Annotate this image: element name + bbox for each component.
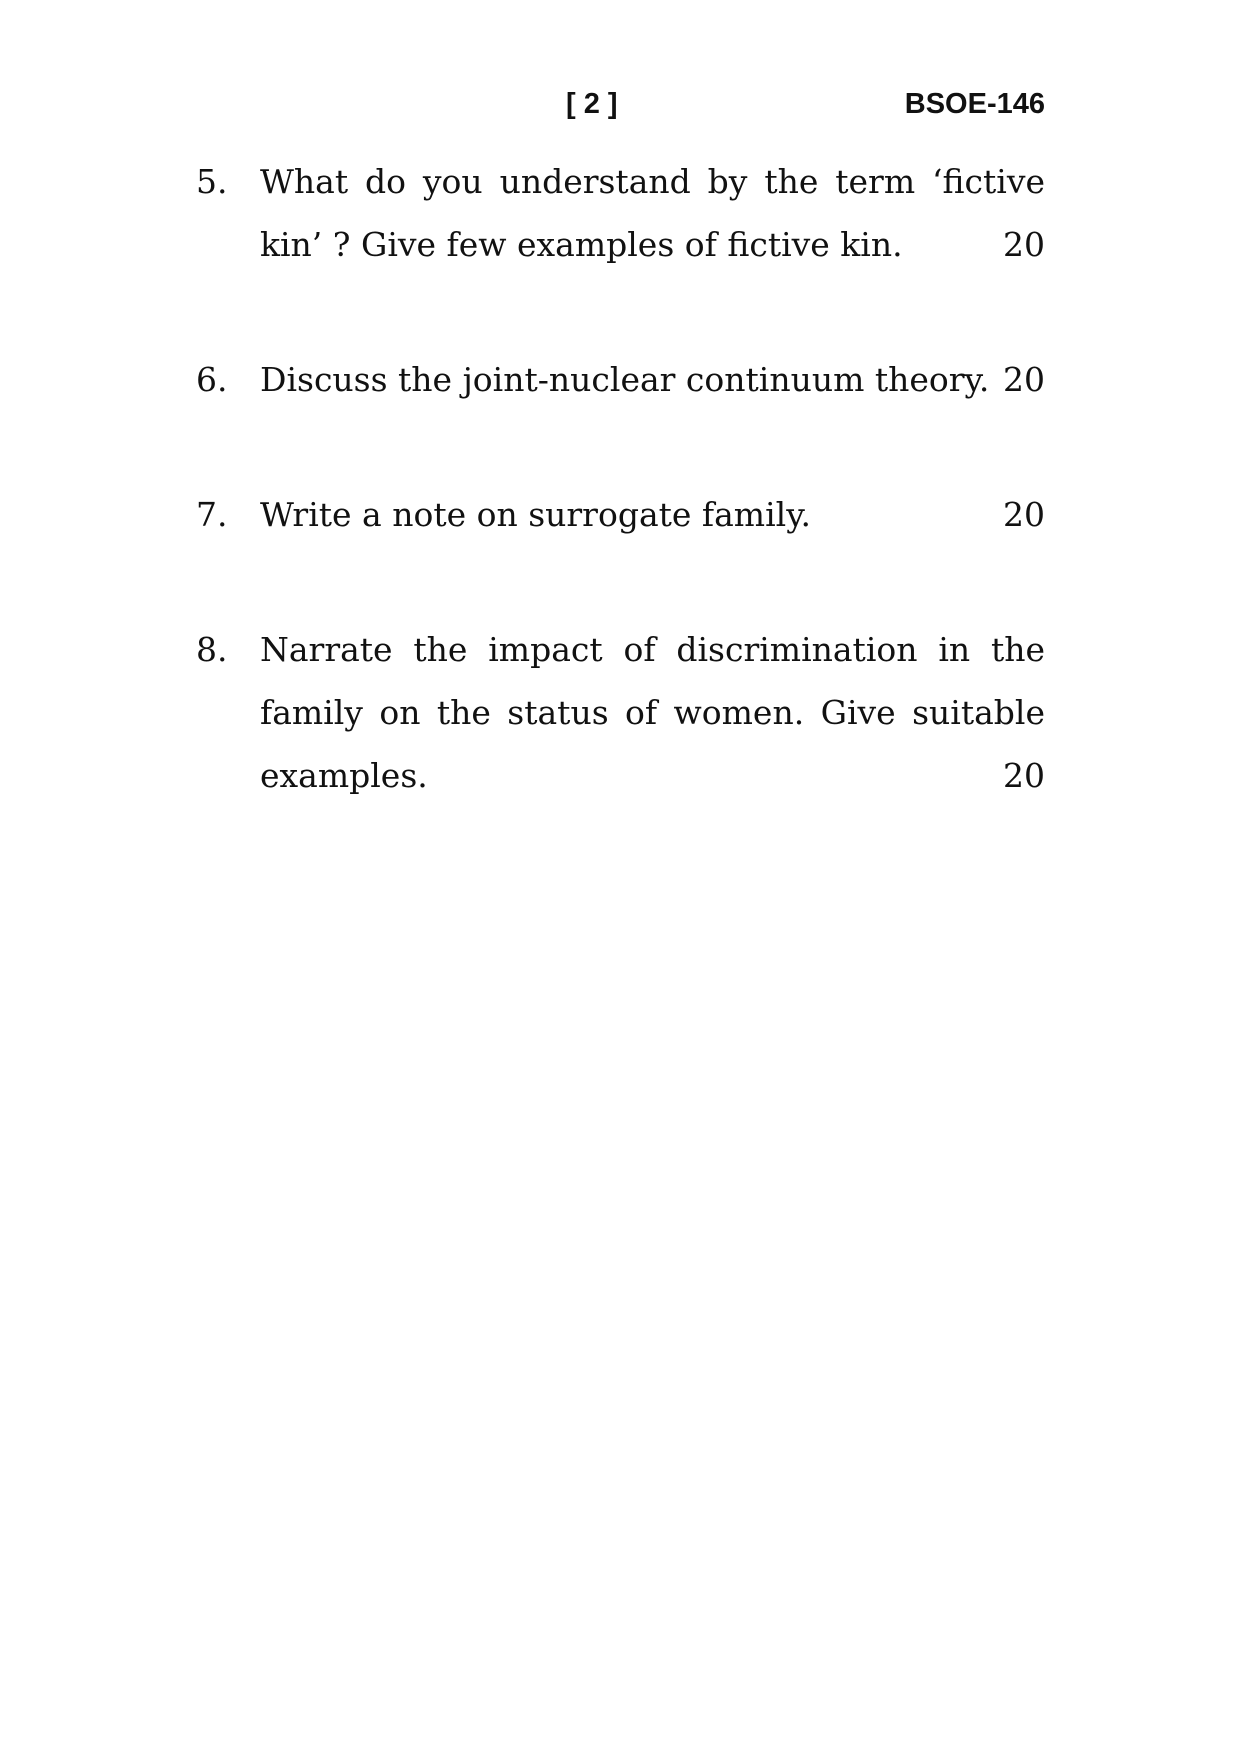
question-body: [260, 150, 1045, 276]
question-marks: 20: [1003, 756, 1045, 795]
page-number: [ 2 ]: [566, 88, 618, 120]
question-body: [260, 348, 1045, 411]
question-5: [196, 150, 1045, 276]
question-8: [196, 618, 1045, 807]
question-text: Narrate the impact of discrimination in the family on the status of women. Give suitable examples.: [260, 630, 1045, 795]
page-header: [0, 88, 1241, 128]
question-body: [260, 483, 1045, 546]
question-number: 5.: [196, 162, 228, 201]
question-body: [260, 618, 1045, 807]
question-marks: 20: [1003, 495, 1045, 534]
question-marks: 20: [1003, 360, 1045, 399]
question-6: [196, 348, 1045, 411]
question-text: Write a note on surrogate family.: [260, 495, 811, 534]
paper-code: BSOE-146: [904, 88, 1045, 120]
question-number: 6.: [196, 360, 228, 399]
question-marks: 20: [1003, 225, 1045, 264]
question-7: [196, 483, 1045, 546]
question-number: 7.: [196, 495, 228, 534]
question-text: What do you understand by the term ‘fictive kin’ ? Give few examples of fictive kin.: [260, 162, 1045, 264]
question-number: 8.: [196, 630, 228, 669]
question-text: Discuss the joint-nuclear continuum theory.: [260, 360, 990, 399]
